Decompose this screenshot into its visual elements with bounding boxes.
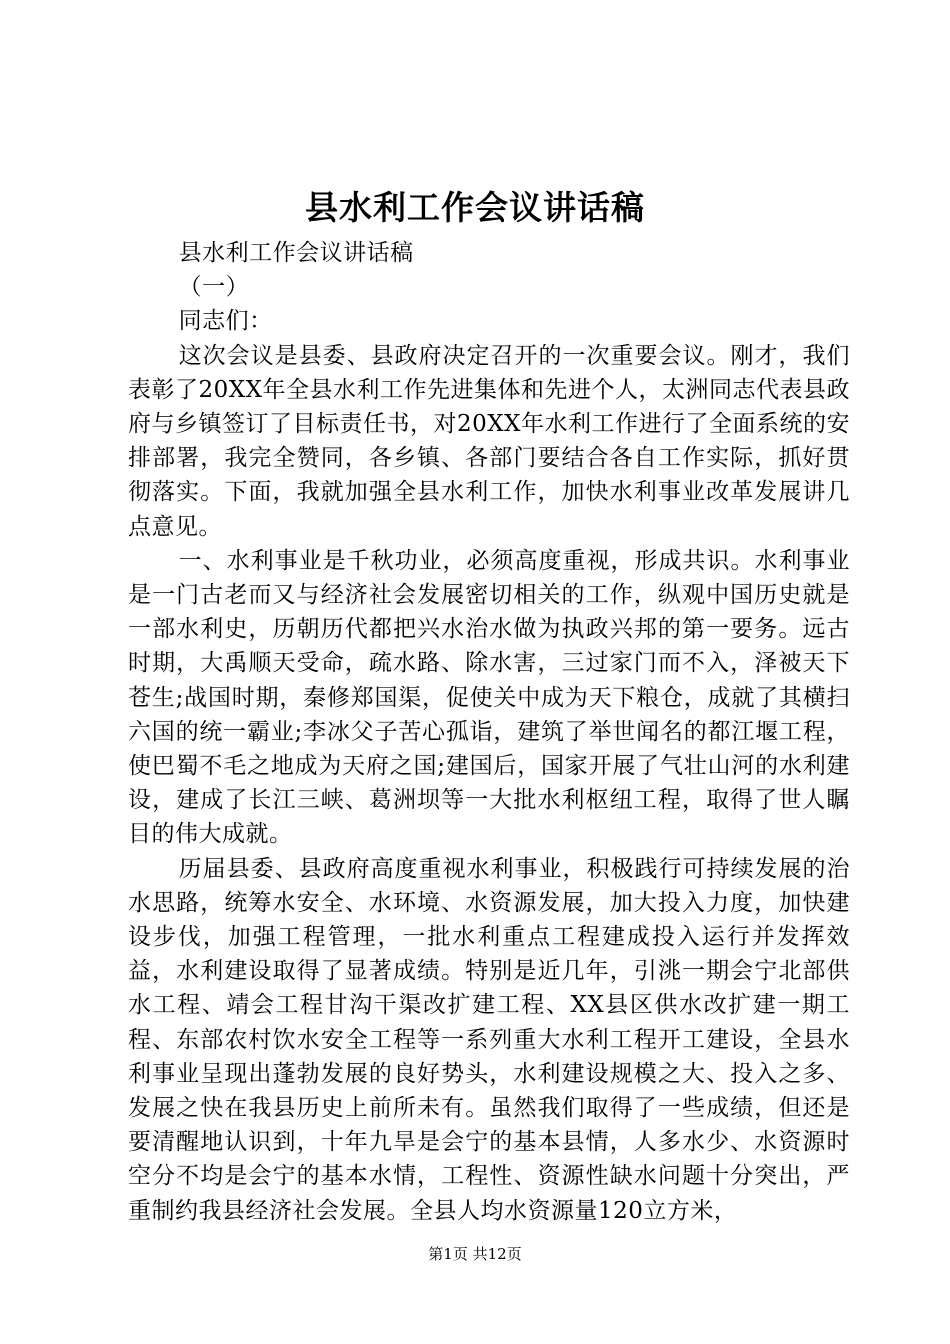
paragraph-salutation: 同志们： (178, 308, 273, 335)
paragraph-subtitle: 县水利工作会议讲话稿 (178, 240, 414, 266)
paragraph-section-number: （一） (178, 274, 250, 301)
document-title: 县水利工作会议讲话稿 (305, 188, 645, 227)
paragraph-history: 历届县委、县政府高度重视水利事业，积极践行可持续发展的治水思路，统筹水安全、水环境、水资源发展，加大投入力度，加快建设步伐，加强工程管理，一批水利重点工程建成投入运行并发挥效益，水利建设取得了显著成绩。特别是近几年，引洮一期会宁北部供水工程、靖会工程甘沟干渠改扩建工程、XX县区供水改扩建一期工程、东部农村饮水安全工程等一系列重大水利工程开工建设，全县水利事业呈现出蓬勃发展的良好势头，水利建设规模之大、投入之多、发展之快在我县历史上前所未有。虽然我们取得了一些成绩，但还是要清醒地认识到，十年九旱是会宁的基本县情，人多水少、水资源时空分不均是会宁的基本水情，工程性、资源性缺水问题十分突出，严重制约我县经济社会发展。全县人均水资源量120立方米， (128, 855, 850, 1224)
page-footer: 第1页 共12页 (428, 1245, 522, 1263)
paragraph-point-one: 一、水利事业是千秋功业，必须高度重视，形成共识。水利事业是一门古老而又与经济社会发展密切相关的工作，纵观中国历史就是一部水利史，历朝历代都把兴水治水做为执政兴邦的第一要务。远古时期，大禹顺天受命，疏水路、除水害，三过家门而不入，泽被天下苍生;战国时期，秦修郑国渠，促使关中成为天下粮仓，成就了其横扫六国的统一霸业;李冰父子苦心孤诣，建筑了举世闻名的都江堰工程，使巴蜀不毛之地成为天府之国;建国后，国家开展了气壮山河的水利建设，建成了长江三峡、葛洲坝等一大批水利枢纽工程，取得了世人瞩目的伟大成就。 (128, 547, 850, 848)
paragraph-intro: 这次会议是县委、县政府决定召开的一次重要会议。刚才，我们表彰了20XX年全县水利工作先进集体和先进个人，太洲同志代表县政府与乡镇签订了目标责任书，对20XX年水利工作进行了全面系统的安排部署，我完全赞同，各乡镇、各部门要结合各自工作实际，抓好贯彻落实。下面，我就加强全县水利工作，加快水利事业改革发展讲几点意见。 (128, 342, 851, 540)
document-body (128, 236, 850, 1228)
